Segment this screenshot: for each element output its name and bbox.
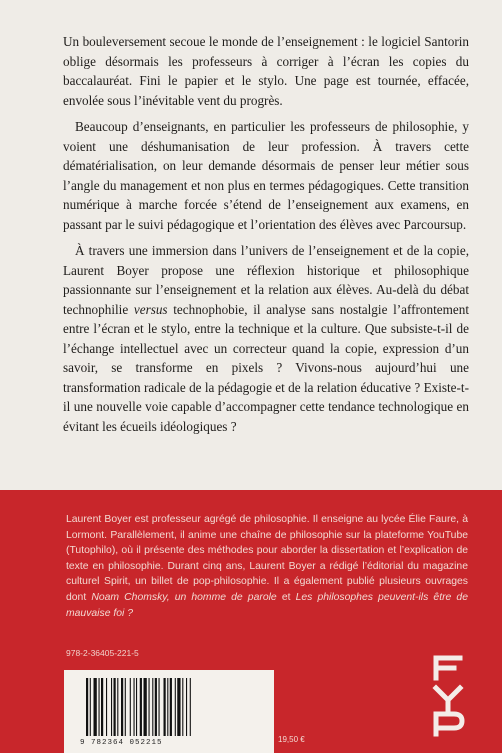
summary-paragraph-2: Beaucoup d’enseignants, en particulier les professeurs de philosophie, y voient une déshumanisation de leur profession. À travers cette dématérialisation, on leur demande désormais de penser leur métier sous l’angle du management et non plus en termes pédagogiques. Cette transition numérique à marche forcée s’étend de l’enseignement aux examens, en passant par le suivi pédagogique et l’orientation des élèves avec Parcoursup. bbox=[63, 119, 469, 232]
summary-p3-end: technophobie, il analyse sans nostalgie l’affrontement entre l’écran et le stylo, entre la technique et la culture. Que subsiste-t-il de l’échange intellectuel avec un correcteur quand la copie, expression d’un savoir, se transforme en pixels ? Vivons-nous aujourd’hui une transformation radicale de la pédagogie et de la relation éducative ? Existe-t-il une nouvelle voie capable d’accompagner cette tendance technologique en évitant les écueils idéologiques ? bbox=[63, 301, 470, 434]
bio-book-2: Les philosophes peuvent-ils être de mauvaise foi ? bbox=[66, 591, 468, 619]
bio-text-join: et bbox=[276, 591, 296, 603]
back-cover-summary bbox=[63, 32, 469, 443]
barcode-number: 9 782364 052215 bbox=[80, 739, 163, 747]
author-band bbox=[0, 490, 502, 753]
summary-paragraph-1: Un bouleversement secoue le monde de l’enseignement : le logiciel Santorin oblige désormais les professeurs à corriger à l’écran les copies du baccalauréat. Fini le papier et le stylo. Une page est tournée, effacée, envolée sous l’inévitable vent du progrès. bbox=[63, 34, 469, 108]
summary-p3-start: À travers une immersion dans l’univers de l’enseignement et de la copie, Laurent Boyer propose une réflexion historique et philosophique passionnante sur l’enseignement et la relation aux élèves. Au-delà du débat technophilie bbox=[63, 243, 469, 317]
barcode-area bbox=[64, 670, 274, 753]
price: 19,50 € bbox=[278, 735, 305, 744]
bio-book-1: Noam Chomsky, un homme de parole bbox=[91, 591, 277, 603]
summary-p3-versus: versus bbox=[133, 301, 168, 317]
bio-text-start: Laurent Boyer est professeur agrégé de philosophie. Il enseigne au lycée Élie Faure, à Lormont. Parallèlement, il anime une chaîne de philosophie sur la plateforme YouTube (Tutophilo), où il présente des méthodes pour aborder la dissertation et l’explication de texte en philosophie. Durant cinq ans, Laurent Boyer a rédigé l’éditorial du magazine culturel Spirit, un billet de pop-philosophie. Il a également publié plusieurs ouvrages dont bbox=[66, 514, 468, 603]
author-bio bbox=[66, 512, 468, 621]
summary-paragraph-3 bbox=[63, 241, 469, 436]
publisher-logo-icon bbox=[430, 650, 466, 740]
barcode-icon bbox=[84, 678, 234, 736]
isbn: 978-2-36405-221-5 bbox=[66, 648, 139, 658]
